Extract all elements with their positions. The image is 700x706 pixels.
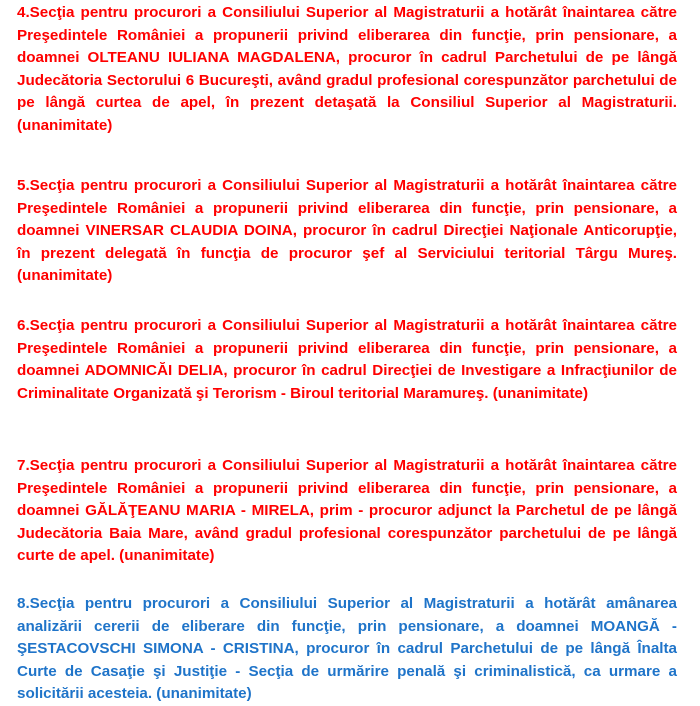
decision-paragraph-5: 5.Secţia pentru procurori a Consiliului Superior al Magistraturii a hotărât înaintarea către Preşedintele României a propunerii privind eliberarea din funcţie, prin pensionare, a doamnei VINERSAR CLAUDIA DOINA, procuror în cadrul Direcţiei Naţionale Anticorupţie, în prezent delegată în funcţia de procuror şef al Serviciului teritorial Târgu Mureş. (unanimitate) — [17, 177, 677, 285]
decision-paragraph-6: 6.Secţia pentru procurori a Consiliului Superior al Magistraturii a hotărât înaintarea către Preşedintele României a propunerii privind eliberarea din funcţie, prin pensionare, a doamnei ADOMNICĂI DELIA, procuror în cadrul Direcţiei de Investigare a Infracţiunilor de Criminalitate Organizată şi Terorism - Biroul teritorial Maramureş. (unanimitate) — [17, 317, 677, 402]
decision-paragraph-8: 8.Secţia pentru procurori a Consiliului Superior al Magistraturii a hotărât amânarea analizării cererii de eliberare din funcţie, prin pensionare, a doamnei MOANGĂ - ŞESTACOVSCHI SIMONA - CRISTINA, procuror în cadrul Parchetului de pe lângă Înalta Curte de Casaţie şi Justiţie - Secţia de urmărire penală şi criminalistică, ca urmare a solicitării acesteia. (unanimitate) — [17, 595, 677, 703]
decision-paragraph-7: 7.Secţia pentru procurori a Consiliului Superior al Magistraturii a hotărât înaintarea către Preşedintele României a propunerii privind eliberarea din funcţie, prin pensionare, a doamnei GĂLĂŢEANU MARIA - MIRELA, prim - procuror adjunct la Parchetul de pe lângă Judecătoria Baia Mare, având gradul profesional corespunzător parchetului de pe lângă curte de apel. (unanimitate) — [17, 457, 677, 565]
decision-paragraph-4: 4.Secţia pentru procurori a Consiliului Superior al Magistraturii a hotărât înaintarea către Preşedintele României a propunerii privind eliberarea din funcţie, prin pensionare, a doamnei OLTEANU IULIANA MAGDALENA, procuror în cadrul Parchetului de pe lângă Judecătoria Sectorului 6 Bucureşti, având gradul profesional corespunzător parchetului de pe lângă curtea de apel, în prezent detaşată la Consiliul Superior al Magistraturii. (unanimitate) — [17, 4, 677, 134]
